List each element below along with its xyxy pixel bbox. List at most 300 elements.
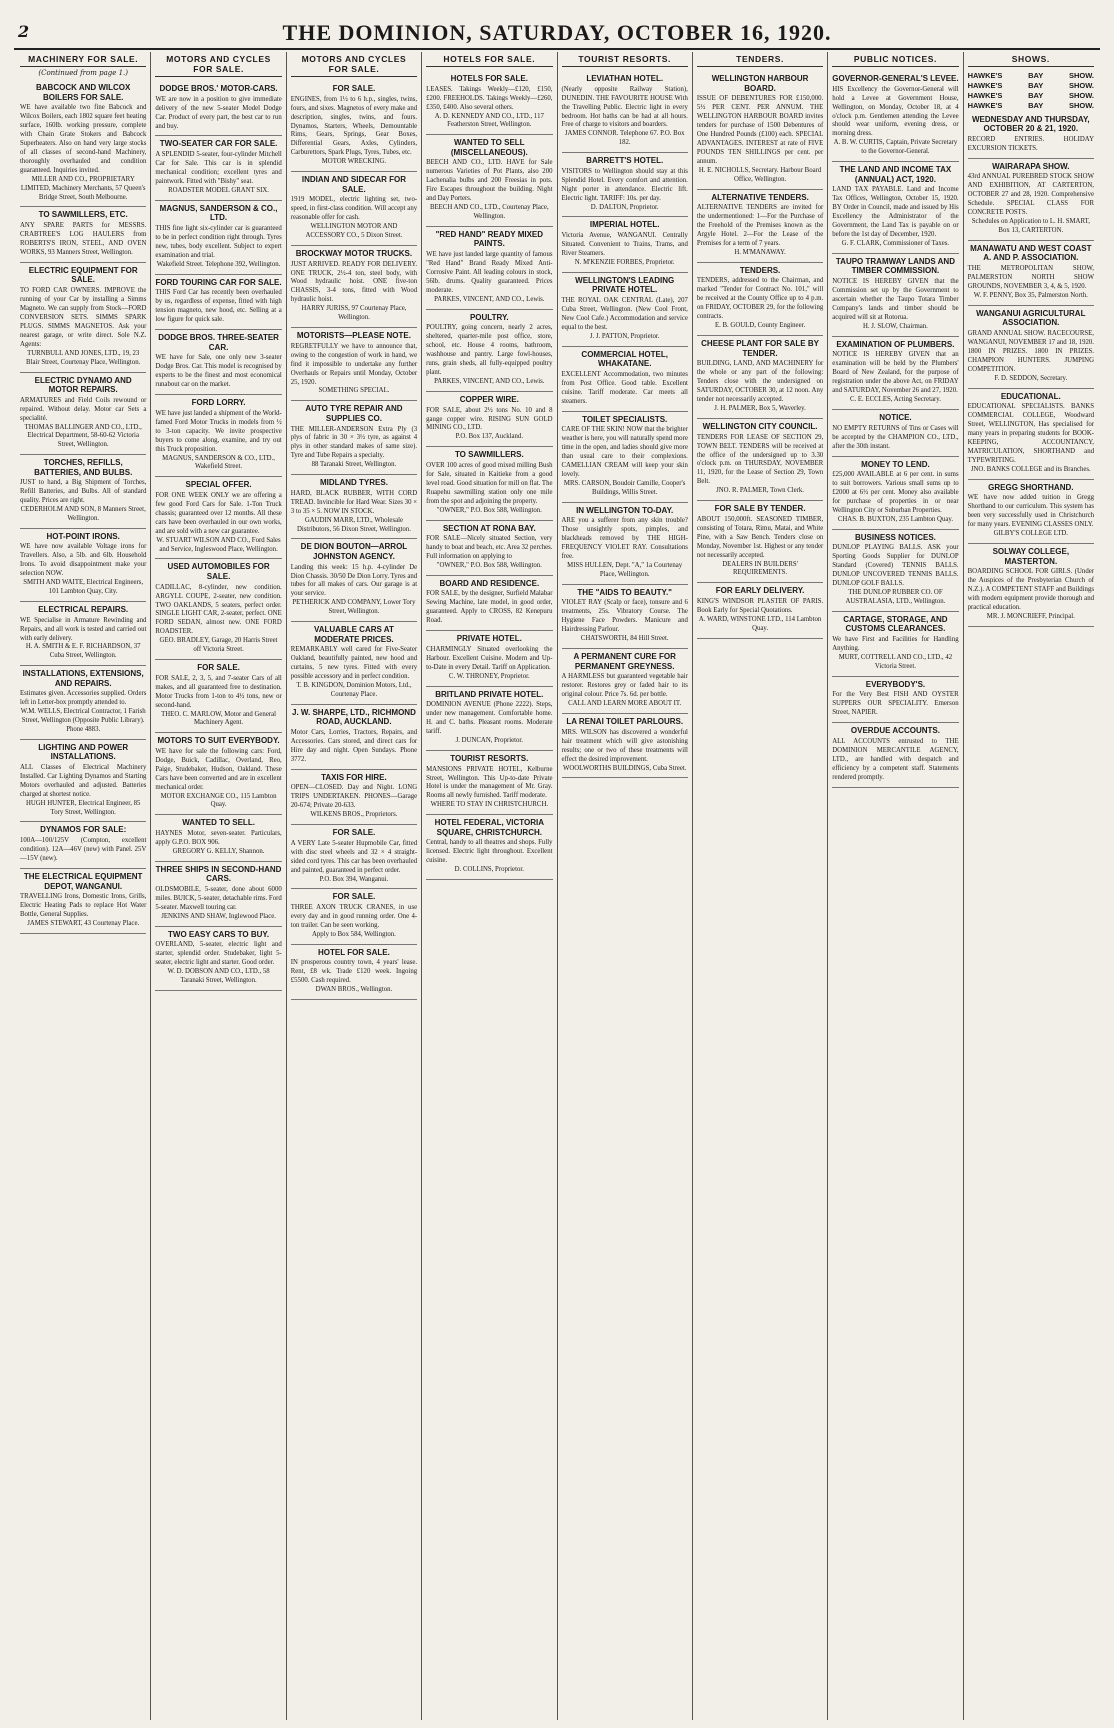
ad-heading: IMPERIAL HOTEL. (589, 220, 660, 230)
advertisement (291, 81, 417, 172)
ad-body: 100A—100/125V (Compton, excellent condition). 12A—46V (new) with Panel. 25V—15V (new). (20, 837, 147, 862)
shows-right: SHOW. (1068, 71, 1094, 80)
advertisement (155, 862, 281, 927)
ad-body: TENDERS, addressed to the Chairman, and marked "Tender for Contract No. 101," will be received at the County Office up to 4 p.m. on FRIDAY, OCTOBER 29, for the following contracts. (696, 277, 824, 321)
ad-body: VIOLET RAY (Scalp or face), tonsure and 6 treatments, 25s. Vibratory Course. The Hygiene Face Powders. Manicure and Hairdressing Parlour. (561, 599, 688, 634)
advertisement (291, 475, 417, 539)
advertisement (968, 389, 1094, 480)
ad-heading: DYNAMOS FOR SALE: (40, 825, 127, 835)
ad-heading: ELECTRIC DYNAMO AND MOTOR REPAIRS. (34, 375, 132, 395)
ad-signature: H. A. SMITH & E. F. RICHARDSON, 37 Cuba Street, Wellington. (25, 643, 141, 660)
ad-signature: BEECH AND CO., LTD., Courtenay Place, Wellington. (429, 204, 549, 221)
ad-signature: "OWNER," P.O. Box 588, Wellington. (436, 562, 542, 570)
ad-heading: BABCOCK AND WILCOX BOILERS FOR SALE. (36, 83, 131, 102)
column-8 (964, 52, 1098, 1720)
ad-body: EXCELLENT Accommodation, two minutes from Post Office. Good table. Excellent cuisine. Tariff moderate. Car meets all steamers. (561, 370, 688, 405)
advertisement (697, 501, 823, 583)
advertisement (291, 328, 417, 401)
ad-heading: HOTEL FOR SALE. (318, 947, 390, 957)
ad-signature: CEDERHOLM AND SON, 8 Manners Street, Wellington. (20, 506, 146, 523)
ad-signature: MAGNUS, SANDERSON & CO., LTD., Wakefield Street. (162, 454, 275, 471)
ad-body: Landing this week: 15 h.p. 4-cylinder De Dion Chassis. 30/50 De Dion Lorry. Tyres and tubes for all makes of cars. Our garage is at your service. (290, 563, 418, 598)
ad-signature: DWAN BROS., Wellington. (315, 986, 393, 994)
columns-container (16, 52, 1098, 1720)
ad-heading: FOR SALE. (332, 828, 376, 838)
ad-body: CADILLAC, 8-cylinder, new condition. ARGYLL COUPE, 2-seater, new condition. TWO OAKLANDS, 5 seaters, perfect order. SINGLE LIGHT CAR, 2-seater, perfect. ONE FORD SEDAN, almost new. ONE FORD ROADSTER. (155, 583, 282, 636)
ad-body: TENDERS FOR LEASE OF SECTION 29, TOWN BELT. TENDERS will be received at the office of the undersigned up to 3.30 o'clock p.m. on THURSDAY, NOVEMBER 11, 1920, for the Lease of Section 29, Town Belt. (696, 433, 824, 486)
advertisement (832, 457, 958, 530)
ad-heading: TORCHES, REFILLS, BATTERIES, AND BULBS. (34, 458, 133, 477)
advertisement (291, 172, 417, 246)
ad-signature: H. J. SLOW, Chairman. (862, 322, 928, 330)
ad-body: WE are now in a position to give immediate delivery of the new 5-seater Model Dodge Car. Product of every part, the best car to run and buy. (155, 95, 282, 130)
ad-body: ANY SPARE PARTS for MESSRS. CRABTREE'S LOG HAULERS from ROBERTS'S IRON, STEEL, AND OVEN WORKS, 93 Manners Street, Wellington. (20, 222, 147, 256)
ad-heading: USED AUTOMOBILES FOR SALE. (167, 562, 270, 581)
ad-signature: JAMES STEWART, 43 Courtenay Place. (27, 920, 140, 928)
ad-heading: FORD TOURING CAR FOR SALE. (155, 277, 282, 287)
advertisement (291, 770, 417, 825)
ad-body: JUST ARRIVED. READY FOR DELIVERY. ONE TRUCK, 2½-4 ton, steel body, with Wood hydraulic hoist. ONE five-ton CHASSIS, 3-4 tons, fitted with Wood hydraulic hoist. (290, 260, 418, 304)
advertisement (832, 162, 958, 254)
shows-left: HAWKE'S (967, 91, 1003, 101)
ad-signature: JNO. BANKS COLLEGE and its Branches. (970, 465, 1091, 473)
ad-body: CHARMINGLY Situated overlooking the Harbour. Excellent Cuisine. Modern and Up-to-Date in every Detail. Tariff on Application. (426, 645, 553, 671)
ad-body: ISSUE OF DEBENTURES FOR £150,000. 5½ PER CENT. PER ANNUM. THE WELLINGTON HARBOUR BOARD invites tenders for purchase of 1500 Debentures of One Hundred Pounds (£100) each. SPECIAL ADVANTAGES. INTEREST at rate of FIVE POUNDS TEN SHILLINGS per cent. per annum. (696, 95, 824, 165)
shows-row (968, 81, 1094, 91)
ad-signature: N. M'KENZIE FORBES, Proprietor. (574, 258, 675, 266)
ad-body: OPEN—CLOSED. Day and Night. LONG TRIPS UNDERTAKEN. PHONES—Garage 20-674; Private 20-633. (290, 784, 418, 810)
ad-body: OVER 100 acres of good mixed milling Bush for Sale, situated in Kaitieke from a good level road. Good situation for mill on flat. The Ruapehu sawmilling station only one mile from the spot and adjoining the property. (426, 461, 553, 505)
ad-body: OVERLAND, 5-seater, electric light and starter, splendid order. Studebaker, light 5-seater, electric light and starter. Good order. (155, 941, 282, 967)
ad-body: WE have now available Voltage irons for Travellers. Also, a 5lb. and 6lb. Household Irons. To avoid disappointment make your selection NOW. (20, 543, 147, 578)
ad-body: BEECH AND CO., LTD. HAVE for Sale numerous Varieties of Pot Plants, also 200 Lachenalia bulbs and 200 Freesias in pots. Fire Escapes throughout the building. Night and Day Porters. (426, 159, 553, 203)
ad-signature: GREGORY G. KELLY, Shannon. (172, 847, 265, 855)
shows-mid: BAY (1028, 101, 1044, 111)
ad-body: THREE AXON TRUCK CRANES, in use every day and in good running order. One 4-ton trailer. Can be seen working. (290, 904, 418, 930)
ad-heading: AUTO TYRE REPAIR AND SUPPLIES CO. (305, 404, 403, 423)
page-number: 2 (18, 22, 30, 41)
ad-body: WE have now added tuition in Gregg Shorthand to our curriculum. This system has been very successfully used in Christchurch for many years. EVENING CLASSES ONLY. (967, 494, 1094, 529)
advertisement (426, 687, 552, 751)
ad-signature: Schedules on Application to L. H. SMART, Box 13, CARTERTON. (971, 218, 1090, 234)
ad-heading: MANAWATU AND WEST COAST A. AND P. ASSOCIATION. (970, 243, 1092, 263)
advertisement (155, 733, 281, 815)
shows-list (968, 71, 1094, 112)
ad-body: HAYNES Motor, seven-seater. Particulars, apply G.P.O. BOX 906. (155, 829, 282, 846)
ad-heading: OVERDUE ACCOUNTS. (850, 726, 940, 736)
advertisement (697, 263, 823, 336)
ad-heading: LIGHTING AND POWER INSTALLATIONS. (38, 742, 129, 762)
ad-signature: WILKENS BROS., Proprietors. (310, 811, 398, 819)
ad-heading: "RED HAND" READY MIXED PAINTS. (435, 229, 544, 249)
ad-body: TRAVELLING Irons, Domestic Irons, Grills, Electric Heating Pads to replace Hot Water Bottle, General Supplies. (20, 893, 147, 919)
ad-body: DOMINION AVENUE (Phone 2222). Steps, under new management. Comfortable home. H. and C. baths. Pleasant rooms. Moderate tariff. (426, 701, 553, 736)
ad-heading: TOILET SPECIALISTS. (582, 414, 668, 424)
advertisement (562, 649, 688, 714)
ad-heading: GREGG SHORTHAND. (988, 482, 1074, 492)
ad-signature: MOTOR WRECKING. (321, 158, 387, 166)
ad-body: 1919 MODEL, electric lighting set, two-speed, in first-class condition. Will accept any reasonable offer for cash. (290, 196, 418, 222)
ad-body: BOARDING SCHOOL FOR GIRLS. (Under the Auspices of the Presbyterian Church of N.Z.). A COMPETENT STAFF and Buildings with modern equipment provide thorough and practical education. (967, 568, 1094, 612)
advertisement (291, 246, 417, 328)
ad-body: WE have just landed a shipment of the World-famed Ford Motor Trucks in models from ½ to 3-ton capacity. We invite prospective buyers to come along, examine, and try out this Truck proposition. (155, 409, 282, 453)
advertisement (155, 330, 281, 395)
advertisement (426, 135, 552, 227)
ad-body: FOR ONE WEEK ONLY we are offering a few good Ford Cars for Sale. 1-Ton Truck chassis; guaranteed over 12 months. All these cars have been overhauled in our own works, and are sold with a new car guarantee. (155, 491, 282, 535)
ad-signature: DEALERS IN BUILDERS' REQUIREMENTS. (722, 560, 798, 577)
ad-signature: MRS. CARSON, Boudoir Camille, Cooper's Buildings, Willis Street. (563, 480, 686, 496)
ad-body: ALL Classes of Electrical Machinery Installed. Car Lighting Dynamos and Starting Motors overhauled and adjusted. Batteries charged at shortest notice. (20, 763, 147, 798)
ad-signature: C. E. ECCLES, Acting Secretary. (849, 396, 941, 404)
advertisement (155, 81, 281, 136)
ad-signature: WHERE TO STAY IN CHRISTCHURCH. (430, 801, 549, 809)
column-header: PUBLIC NOTICES. (832, 52, 958, 67)
shows-row (968, 91, 1094, 101)
column-4 (422, 52, 557, 1720)
ad-body: POULTRY, going concern, nearly 2 acres, sheltered, quarter-mile post office, store, school, etc. House 4 rooms, bathroom, washhouse and pantry. Large fowl-houses, runs, grain sheds, all fully-equipped poultry plant. (426, 324, 553, 377)
advertisement (562, 503, 688, 585)
ad-heading: BRITLAND PRIVATE HOTEL. (435, 689, 544, 699)
ad-heading: TWO EASY CARS TO BUY. (168, 929, 270, 939)
shows-right: SHOW. (1068, 91, 1094, 101)
ad-signature: F. D. SEDDON, Secretary. (994, 374, 1068, 382)
ad-signature: W.M. WELLS, Electrical Contractor, 1 Farish Street, Wellington (Opposite Public Library). Phone 4883. (20, 708, 146, 733)
advertisement (968, 306, 1094, 389)
ad-heading: FOR EARLY DELIVERY. (715, 586, 805, 596)
ad-signature: JNO. R. PALMER, Town Clerk. (716, 487, 805, 495)
ad-body: HARD, BLACK RUBBER, WITH CORD TREAD. Invincible for Hard Wear. Sizes 30 × 3 to 35 × 5. NOW IN STOCK. (290, 489, 418, 515)
ad-signature: T. B. KINGDON, Dominion Motors, Ltd., Courtenay Place. (296, 682, 412, 698)
shows-row (968, 101, 1094, 111)
ad-heading: EDUCATIONAL. (1000, 391, 1061, 401)
ad-heading: J. W. SHARPE, LTD., RICHMOND ROAD, AUCKLAND. (292, 707, 416, 727)
ad-heading: TOURIST RESORTS. (450, 753, 529, 763)
ad-signature: HUGH HUNTER, Electrical Engineer, 85 Tory Street, Wellington. (25, 799, 141, 816)
column-6 (693, 52, 828, 1720)
ad-body: A VERY Late 5-seater Hupmobile Car, fitted with disc steel wheels and 32 × 4 straight-sided cord tyres. This car has been overhauled and painted, guaranteed in perfect order. (290, 839, 418, 874)
ad-body: THE METROPOLITAN SHOW, PALMERSTON NORTH SHOW GROUNDS, NOVEMBER 3, 4, & 5, 1920. (967, 264, 1094, 290)
shows-left: HAWKE'S (967, 81, 1003, 91)
ad-body: For the Very Best FISH AND OYSTER SUPPERS OUR SPECIALITY. Emerson Street, NAPIER. (832, 691, 959, 717)
ad-body: Central, handy to all theatres and shops. Fully licensed. Electric light throughout. Excellent cuisine. (426, 839, 553, 865)
ad-body: THIS Ford Car has recently been overhauled by us, regardless of expense, fitted with high tension magneto, new hood, etc. Selling at a low figure for quick sale. (155, 289, 282, 324)
ad-heading: LA RENAI TOILET PARLOURS. (566, 717, 684, 727)
ad-heading: WEDNESDAY AND THURSDAY, OCTOBER 20 & 21, 1920. (971, 114, 1090, 134)
ad-signature: G. F. CLARK, Commissioner of Taxes. (841, 240, 950, 248)
ad-signature: H. E. NICHOLLS, Secretary. Harbour Board Office, Wellington. (698, 166, 822, 183)
ad-body: RECORD ENTRIES. HOLIDAY EXCURSION TICKETS. (967, 135, 1094, 152)
ad-signature: D. DALTON, Proprietor. (590, 203, 659, 211)
column-header: SHOWS. (968, 52, 1094, 67)
ad-signature: HARRY JURISS, 97 Courtenay Place, Wellington. (301, 305, 407, 322)
ad-body: MANSIONS PRIVATE HOTEL, Kelburne Street, Wellington. This Up-to-date Private Hotel is under the management of Mr. Gray. Rooms all newly furnished. Tariff moderate. (426, 765, 553, 800)
column-header: MOTORS AND CYCLES FOR SALE. (291, 52, 417, 77)
ad-heading: WAIRARAPA SHOW. (992, 161, 1070, 171)
ad-body: BUILDING, LAND, AND MACHINERY for the whole or any part of the following: Tenders close with the undersigned on SATURDAY, OCTOBER 30, at 12 noon. Any tender not necessarily accepted. (696, 360, 824, 404)
ad-body: GRAND ANNUAL SHOW. RACECOURSE, WANGANUI, NOVEMBER 17 and 18, 1920. 1800 IN PRIZES. 1800 IN PRIZES. CHAMPION HUNTERS. JUMPING COMPETITION. (967, 329, 1094, 373)
advertisement (562, 273, 688, 347)
ad-body: WE have for Sale, one only new 3-seater Dodge Bros. Car. This model is recognised by experts to be the finest and most economical runabout car on the market. (155, 354, 282, 389)
ad-heading: HOTEL FEDERAL, VICTORIA SQUARE, CHRISTCHURCH. (434, 818, 545, 837)
advertisement (426, 227, 552, 310)
ad-heading: FOR SALE BY TENDER. (714, 504, 806, 514)
ad-signature: ROADSTER MODEL GRANT SIX. (168, 186, 269, 194)
ad-heading: TWO-SEATER CAR FOR SALE. (159, 139, 278, 149)
advertisement (426, 310, 552, 392)
ad-body: VISITORS to Wellington should stay at this Splendid Hotel. Every comfort and attention. Night porter in attendance. Electric lift. Electric light. TARIFF: 10s. per day. (561, 167, 688, 202)
masthead (14, 22, 1100, 50)
ad-body: WE have for sale the following cars: Ford, Dodge, Buick, Cadillac, Overland, Reo, Paige, Studebaker, Hudson, Oakland. These Cars have been converted and are in excellent mechanical order. (155, 747, 282, 791)
ad-signature: TURNBULL AND JONES, LTD., 19, 23 Blair Street, Courtenay Place, Wellington. (26, 349, 141, 366)
ad-signature: C. W. THRONEY, Proprietor. (448, 672, 530, 680)
ad-body: REMARKABLY well cared for Five-Seater Oakland, beautifully painted, new hood and curtains, 5 new tyres. Fitted with every possible accessory and in perfect condition. (290, 646, 418, 681)
ad-signature: J. DUNCAN, Proprietor. (455, 737, 524, 745)
ad-signature: W. STUART WILSON AND CO., Ford Sales and Service, Ingleswood Place, Wellington. (156, 536, 281, 553)
column-1 (16, 52, 151, 1720)
ad-heading: MIDLAND TYRES. (319, 478, 388, 488)
ad-heading: PRIVATE HOTEL. (456, 634, 522, 644)
ad-signature: 88 Taranaki Street, Wellington. (311, 461, 397, 469)
advertisement (155, 815, 281, 861)
ad-heading: SECTION AT RONA BAY. (442, 523, 536, 533)
column-2 (151, 52, 286, 1720)
advertisement (291, 705, 417, 770)
ad-signature: W. D. DOBSON AND CO., LTD., 58 Taranaki Street, Wellington. (167, 968, 270, 984)
column-header: MACHINERY FOR SALE. (20, 52, 146, 67)
advertisement (291, 825, 417, 889)
ad-heading: LEVIATHAN HOTEL. (586, 74, 664, 83)
ad-heading: FORD LORRY. (191, 398, 246, 408)
ad-heading: TO SAWMILLERS. (454, 450, 524, 460)
ad-body: NOTICE IS HEREBY GIVEN that an examination will be held by the Plumbers' Board of New Zealand, for the purpose of registration under the above Act, on FRIDAY and SATURDAY, November 26 and 27, 1920. (832, 351, 959, 395)
ad-heading: ALTERNATIVE TENDERS. (711, 192, 809, 202)
advertisement (291, 622, 417, 705)
ad-signature: JENKINS AND SHAW, Inglewood Place. (161, 912, 276, 920)
advertisement (426, 631, 552, 686)
ad-heading: WELLINGTON'S LEADING PRIVATE HOTEL. (575, 275, 675, 295)
ad-body: ENGINES, from 1½ to 6 h.p., singles, twins, fours, and sixes. Magnetos of every make and description, singles, twins, and fours. Dynamos, Starters, Wheels, Demountable Rims, Gears, Springs, Gear Boxes, Differential Gears, Axles, Cylinders, Carburettors, Spark Plugs, Tyres, Tubes, etc. (290, 95, 418, 157)
ad-body: (Nearly opposite Railway Station), DUNEDIN. THE FAVOURITE HOUSE With the Travelling Public. Electric light in every bedroom. Hot baths can be had at all hours. Free of charge to visitors and boarders. (561, 85, 688, 129)
ad-heading: TO SAWMILLERS, ETC. (38, 210, 128, 220)
ad-signature: J. J. PATTON, Proprietor. (589, 332, 660, 340)
ad-heading: WANGANUI AGRICULTURAL ASSOCIATION. (976, 308, 1086, 328)
ad-signature: H. M'MANAWAY. (734, 249, 786, 257)
ad-heading: BARRETT'S HOTEL. (586, 156, 664, 166)
ad-body: TO FORD CAR OWNERS. IMPROVE the running of your Car by installing a Simms Magneto. We can supply from Stock—FORD CONVERSION SETS. SIMMS SPARK PLUGS. SIMMS MAGNETOS. Ask your nearest garage, or write direct. Sole N.Z. Agents: (20, 287, 147, 348)
ad-body: KING'S WINDSOR PLASTER OF PARIS. Book Early for Special Quotations. (696, 597, 824, 614)
advertisement (697, 71, 823, 190)
advertisement (968, 241, 1094, 306)
column-subheader: (Continued from page 1.) (38, 69, 129, 77)
shows-mid: BAY (1028, 91, 1044, 101)
advertisement (20, 80, 146, 207)
ad-body: WE have just landed large quantity of famous "Red Hand" Brand Ready Mixed Anti-Corrosive Paint. All leading colours in stock, 56lb. drums. Quality guaranteed. Prices moderate. (426, 251, 553, 294)
advertisement (832, 530, 958, 612)
column-3 (287, 52, 422, 1720)
advertisement (697, 336, 823, 419)
ad-body: ARE you a sufferer from any skin trouble? Those unsightly spots, pimples, and blackheads removed by THE HIGH-FREQUENCY VIOLET RAY. Consultations free. (561, 517, 688, 561)
ad-heading: THE ELECTRICAL EQUIPMENT DEPOT, WANGANUI. (23, 871, 143, 891)
ad-body: FOR SALE, 2, 3, 5, and 7-seater Cars of all makes, and all guaranteed free to destination. Motor Trucks from 1-ton to 4½ tons, new or second-hand. (155, 674, 282, 709)
ad-heading: MAGNUS, SANDERSON & CO., LTD. (159, 203, 278, 223)
ad-body: IN prosperous country town, 4 years' lease. Rent, £8 wk. Trade £120 week. Ingoing £5500. Cash required. (290, 959, 418, 985)
ad-heading: COMMERCIAL HOTEL, WHAKATANE. (581, 349, 668, 369)
ad-heading: IN WELLINGTON TO-DAY. (576, 505, 674, 515)
ad-body: FOR SALE, by the designer, Surfield Malabar Sewing Machine, late model, in good order, guaranteed. Apply to CROSS, 82 Kenepuru Road. (426, 590, 553, 625)
ad-signature: SOMETHING SPECIAL. (318, 387, 390, 395)
ad-signature: MILLER AND CO., PROPRIETARY LIMITED, Machinery Merchants, 57 Queen's Bridge Street, South Melbourne. (20, 175, 146, 201)
advertisement (832, 71, 958, 162)
ad-body: ARMATURES and Field Coils rewound or repaired. Without delay. Motor car Sets a specialité. (20, 396, 147, 422)
advertisement (562, 412, 688, 503)
ad-body: ABOUT 150,000ft. SEASONED TIMBER, consisting of Totara, Rimu, Matai, and White Pine, with a Saw Bench. Tenders close on Monday, November 1st. Highest or any tender not necessarily accepted. (696, 515, 824, 559)
ad-signature: WELLINGTON MOTOR AND ACCESSORY CO., 5 Dixon Street. (305, 223, 403, 240)
column-header: TOURIST RESORTS. (562, 52, 688, 67)
ad-heading: A PERMANENT CURE FOR PERMANENT GREYNESS. (573, 652, 676, 671)
advertisement (968, 159, 1094, 241)
ad-body: REGRETFULLY we have to announce that, owing to the congestion of work in hand, we find it impossible to undertake any further Overhauls or Repairs until Monday, October 25, 1920. (290, 342, 418, 386)
ad-heading: WANTED TO SELL. (182, 818, 255, 828)
ad-signature: Apply to Box 584, Wellington. (311, 930, 396, 938)
ad-signature: J. H. PALMER, Box 5, Waverley. (714, 405, 806, 413)
ad-heading: THE LAND AND INCOME TAX (ANNUAL) ACT, 1920. (839, 165, 952, 184)
ad-body: WE Specialise in Armature Rewinding and Repairs, and all work is tested and carried out with early delivery. (20, 616, 147, 642)
ad-heading: DODGE BROS. THREE-SEATER CAR. (158, 333, 279, 352)
advertisement (20, 666, 146, 740)
advertisement (832, 677, 958, 724)
advertisement (20, 373, 146, 456)
ad-signature: THOMAS BALLINGER AND CO., LTD., Electrical Department, 58-60-62 Victoria Street, Wellington. (24, 423, 142, 449)
advertisement (426, 576, 552, 631)
advertisement (562, 347, 688, 412)
advertisement (562, 217, 688, 272)
advertisement (426, 392, 552, 447)
advertisement (968, 544, 1094, 627)
ad-signature: PARKES, VINCENT, AND CO., Lewis. (434, 295, 545, 303)
advertisement (20, 529, 146, 602)
ad-body: FOR SALE—Nicely situated Section, very handy to boat and beach, etc. Area 32 perches. Full information on applying to (426, 535, 553, 561)
ad-signature: W. F. PENNY, Box 35, Palmerston North. (973, 291, 1088, 299)
ad-signature: GILBY'S COLLEGE LTD. (993, 530, 1069, 538)
ad-body: NO EMPTY RETURNS of Tins or Cases will be accepted by the CHAMPION CO., LTD., after the 30th instant. (832, 424, 959, 450)
advertisement (155, 559, 281, 660)
ad-signature: Wakefield Street. Telephone 392, Wellington. (156, 260, 281, 268)
advertisement (697, 583, 823, 638)
ad-body: NOTICE IS HEREBY GIVEN that the Commission set up by the Government to ascertain whether the Taupo Totara Timber Company's lands and timber should be acquired will sit at Rotorua. (832, 278, 959, 321)
ad-heading: POULTRY. (469, 312, 509, 322)
ad-body: A HARMLESS but guaranteed vegetable hair restorer. Restores grey or faded hair to its original colour. Price 7s. 6d. per bottle. (561, 673, 688, 699)
ad-heading: GOVERNOR-GENERAL'S LEVEE. (832, 74, 959, 83)
ad-heading: BOARD AND RESIDENCE. (439, 578, 540, 588)
shows-row (968, 71, 1094, 81)
ad-heading: WELLINGTON CITY COUNCIL. (702, 421, 818, 431)
ad-heading: DE DION BOUTON—ARROL JOHNSTON AGENCY. (300, 542, 408, 561)
ad-body: MRS. WILSON has discovered a wonderful hair treatment which will give astonishing results; one or two of these treatments will effect the desired improvement. (561, 728, 688, 763)
ad-body: JUST to hand, a Big Shipment of Torches, Refill Batteries, and Bulbs. All of standard quality. Prices are right. (20, 479, 147, 505)
ad-signature: CALL AND LEARN MORE ABOUT IT. (568, 700, 682, 708)
advertisement (426, 751, 552, 815)
ad-signature: GAUDIN MARR, LTD., Wholesale Distributors, 56 Dixon Street, Wellington. (296, 516, 411, 533)
ad-heading: CHEESE PLANT FOR SALE BY TENDER. (701, 339, 819, 358)
advertisement (968, 112, 1094, 159)
advertisement (832, 254, 958, 337)
ad-heading: ELECTRICAL REPAIRS. (38, 604, 129, 614)
advertisement (697, 190, 823, 263)
ad-signature: E. B. GOULD, County Engineer. (714, 322, 806, 330)
advertisement (155, 927, 281, 991)
column-7 (828, 52, 963, 1720)
ad-heading: SPECIAL OFFER. (185, 480, 252, 490)
advertisement (20, 263, 146, 373)
shows-left: HAWKE'S (967, 101, 1003, 111)
ad-heading: CARTAGE, STORAGE, AND CUSTOMS CLEARANCES. (843, 614, 948, 634)
ad-body: We have First and Facilities for Handling Anything. (832, 636, 959, 653)
advertisement (291, 539, 417, 622)
advertisement (832, 410, 958, 457)
ad-body: THE MILLER-ANDERSON Extra Ply (3 plys of fabric in 30 × 3½ tyre, as against 4 plys in other standard makes of same size). Tyre and Tube Repairs a specialty. (290, 425, 418, 460)
masthead-title: THE DOMINION, SATURDAY, OCTOBER 16, 1920. (282, 20, 832, 45)
shows-left: HAWKE'S (967, 71, 1003, 80)
advertisement (291, 889, 417, 944)
ad-heading: INDIAN AND SIDECAR FOR SALE. (301, 175, 407, 194)
advertisement (20, 869, 146, 934)
ad-heading: INSTALLATIONS, EXTENSIONS, AND REPAIRS. (22, 669, 144, 688)
ad-signature: P.O. Box 137, Auckland. (455, 433, 524, 441)
ad-heading: MOTORISTS—PLEASE NOTE. (296, 331, 411, 341)
ad-body: EDUCATIONAL SPECIALISTS. BANKS COMMERCIAL COLLEGE, Woodward Street, WELLINGTON, Has specialised for many years in preparing students for BOOK-KEEPING, ACCOUNTANCY, MATRICULATION, SHORTHAND and TYPEWRITING. (967, 403, 1094, 464)
advertisement (562, 71, 688, 153)
ad-heading: THREE SHIPS IN SECOND-HAND CARS. (155, 864, 282, 884)
advertisement (155, 477, 281, 559)
shows-mid: BAY (1028, 71, 1044, 80)
ad-signature: "OWNER," P.O. Box 588, Wellington. (436, 506, 542, 514)
shows-right: SHOW. (1068, 101, 1094, 111)
ad-heading: BUSINESS NOTICES. (854, 532, 936, 542)
ad-signature: PETHERICK AND COMPANY, Lower Tory Street, Wellington. (292, 599, 416, 616)
advertisement (20, 740, 146, 823)
ad-heading: FOR SALE. (332, 84, 376, 93)
ad-heading: MOTORS TO SUIT EVERYBODY. (157, 736, 280, 746)
ad-body: HIS Excellency the Governor-General will hold a Levee at Government House, Wellington, on Monday, October 18, at 4 o'clock p.m. Gentlemen attending the Levee should wear uniform, evening dress, or morning dress. (832, 85, 959, 138)
ad-signature: MR. J. MONCRIEFF, Principal. (986, 613, 1075, 621)
ad-signature: D. COLLINS, Proprietor. (454, 866, 524, 874)
ad-heading: COPPER WIRE. (459, 394, 519, 404)
advertisement (426, 71, 552, 135)
ad-heading: ELECTRIC EQUIPMENT FOR SALE. (28, 265, 138, 285)
column-header: TENDERS. (697, 52, 823, 67)
ad-body: ALTERNATIVE TENDERS are invited for the undermentioned: 1—For the Purchase of the Freehold of the Premises known as the Argyle Hotel. 2—For the Lease of the Premises for a term of 7 years. (696, 204, 824, 248)
advertisement (291, 945, 417, 1000)
ad-body: Motor Cars, Lorries, Tractors, Repairs, and Accessories. Cars stored, and direct cars for Hire day and night. Open Sundays. Phone 3772. (290, 728, 418, 763)
ad-signature: P.O. Box 394, Wanganui. (319, 875, 389, 883)
ad-body: ALL ACCOUNTS entrusted to THE DOMINION MERCANTILE AGENCY, LTD., are handled with despatch and efficiency by a competent staff. Statements rendered promptly. (832, 737, 959, 781)
ad-heading: WANTED TO SELL (MISCELLANEOUS). (450, 138, 528, 157)
advertisement (832, 612, 958, 677)
ad-signature: A. WARD, WINSTONE LTD., 114 Lambton Quay. (698, 615, 822, 632)
advertisement (697, 419, 823, 501)
ad-signature: THE DUNLOP RUBBER CO. OF AUSTRALASIA, LTD., Wellington. (845, 589, 946, 606)
advertisement (832, 337, 958, 410)
column-header: HOTELS FOR SALE. (426, 52, 552, 67)
advertisement (155, 660, 281, 733)
ad-heading: HOTELS FOR SALE. (450, 74, 528, 83)
ad-body: THIS fine light six-cylinder car is guaranteed to be in perfect condition right through. Tyres new, tubes, body excellent. Subject to expert examination and trial. (155, 224, 282, 259)
ad-body: £25,000 AVAILABLE at 6 per cent. in sums to suit borrowers. Various small sums up to £2000 at 6½ per cent. Money also available for purchase of properties in or near Wellington City or Suburban Properties. (832, 471, 959, 514)
ad-body: 43rd ANNUAL PUREBRED STOCK SHOW AND EXHIBITION, AT CARTERTON, OCTOBER 27 and 28, 1920. Comprehensive Schedule. SPECIAL CLASS FOR CONCRETE POSTS. (967, 173, 1094, 217)
advertisement (562, 153, 688, 217)
ad-heading: FOR SALE. (332, 892, 376, 902)
ad-heading: TENDERS. (739, 265, 781, 275)
